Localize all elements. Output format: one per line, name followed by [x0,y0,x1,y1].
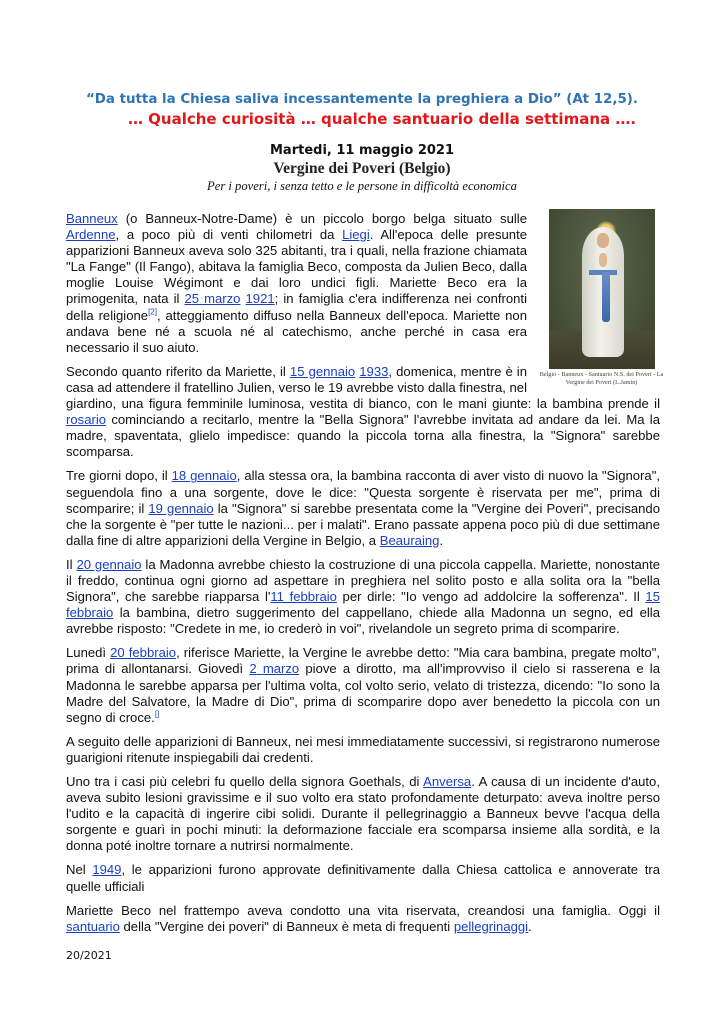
paragraph-text: Tre giorni dopo, il [66,468,172,484]
wiki-link[interactable]: 19 gennaio [148,500,214,516]
paragraph-text: , le apparizioni furono approvate definitivamente dalla Chiesa cattolica e annoverate tra quelle ufficiali [66,862,660,894]
wiki-link[interactable]: 2 marzo [249,661,300,677]
weekly-tagline: … Qualche curiosità … qualche santuario della settimana …. [127,110,637,128]
paragraph-text: cominciando a recitarlo, mentre la "Bella Signora" l'avrebbe invitata ad andare da lei. Ma la madre, spaventata, glielo impedisce: quando la piccola torna alla finestra, la "Signora" sarebbe scomparsa. [66,412,660,460]
wiki-link[interactable]: Banneux [66,211,118,226]
wiki-link[interactable]: Beauraing [379,532,440,548]
wiki-link[interactable]: 1921 [245,291,275,307]
article-body [66,211,664,943]
paragraph-text: Nel [66,862,93,878]
wiki-link[interactable]: pellegrinaggi [453,918,529,934]
madonna-image [549,209,655,369]
paragraph-text: . A causa di un incidente d'auto, aveva subito lesioni gravissime e il suo volto era stato profondamente deturpato: aveva inoltre perso l'udito e la capacità di ingerire cibi solidi. Durante il pellegrinaggio a Banneux bevve l'acqua della sorgente e guarì in pochi minuti: la deformazione facciale era scomparsa insieme alla sordità, e la donna poté inoltre tornare a nutrirsi normalmente. [66,774,660,854]
paragraph [66,862,660,894]
paragraph-text: A seguito delle apparizioni di Banneux, nei mesi immediatamente successivi, si registrarono numerose guarigioni ritenute inspiegabili dai credenti. [66,733,660,765]
paragraph [66,468,660,548]
wiki-link[interactable]: Ardenne [66,227,116,243]
paragraph-text: ; in famiglia c'era indifferenza nei confronti della religione [66,291,527,323]
face-shape [597,233,609,248]
paragraph-text: . [439,532,444,548]
wiki-link[interactable]: 11 febbraio [270,589,337,605]
wiki-link[interactable]: 1949 [92,862,122,878]
page-subtitle: Per i poveri, i senza tetto e le persone in difficoltà economica [207,179,517,193]
paragraph-text: . [528,918,532,934]
wiki-link[interactable]: Liegi [342,227,370,243]
wiki-link[interactable]: 1933 [359,363,389,379]
blue-sash-shape [602,272,610,322]
paragraph-text: Mariette Beco nel frattempo aveva condotto una vita riservata, creandosi una famiglia. Oggi il [66,902,660,918]
wiki-link[interactable]: Anversa [423,774,472,789]
issue-number: 20/2021 [66,949,112,962]
paragraph-text: Uno tra i casi più celebri fu quello della signora Goethals, di [66,774,424,789]
paragraph-text: , alla stessa ora, la bambina racconta di aver visto di nuovo la "Signora", seguendola fino a una sorgente, dove le dice: "Questa sorgente è riservata per me", prima di scomparire; il [66,468,660,516]
paragraph-text: la Madonna avrebbe chiesto la costruzione di una piccola cappella. Mariette, nonostante il freddo, continua ogni giorno ad aspettare in preghiera nel solito posto e alla solita ora la "bella Signora", che sarebbe riapparsa l' [66,556,661,605]
wiki-link[interactable]: santuario [66,918,120,934]
paragraph-text: , atteggiamento diffuso nella Banneux dell'epoca. Mariette non andava bene né a scuola né al catechismo, anche perché in casa era necessario il suo aiuto. [66,307,527,355]
wiki-link[interactable]: 18 gennaio [171,468,237,484]
wiki-link[interactable]: 25 marzo [184,291,241,307]
wiki-link[interactable]: 20 febbraio [110,645,177,661]
paragraph [66,645,660,725]
paragraph-text: , domenica, mentre è in casa ad attendere il fratellino Julien, verso le 19 avrebbe visto dalla finestra, nel giardino, una figura femminile luminosa, vestita di bianco, con le mani giunte: la bambina prende il [66,363,660,412]
paragraph-text: Il [66,556,77,572]
figure-caption: Belgio - Banneux - Santuario N.S. dei Poveri - La Vergine dei Poveri (L.Jamin) [539,371,664,386]
paragraph [66,903,660,935]
bible-quote-heading: “Da tutta la Chiesa saliva incessantemente la preghiera a Dio” (At 12,5). [85,92,638,107]
page-title: Vergine dei Poveri (Belgio) [273,160,451,177]
paragraph [66,557,660,637]
wiki-link[interactable]: 20 gennaio [76,556,142,572]
date-heading: Martedi, 11 maggio 2021 [269,143,455,158]
paragraph-text: la bambina, dietro suggerimento del cappellano, chiede alla Madonna un segno, ed ella avrebbe risposto: "Credete in me, io crederò in voi", rivelandole un segreto prima di scomparire. [66,605,660,637]
praying-hands-shape [599,253,607,267]
paragraph-text: Secondo quanto riferito da Mariette, il [66,363,290,379]
footnote-ref[interactable]: [2] [148,307,157,317]
paragraph-text: , riferisce Mariette, la Vergine le avrebbe detto: "Mia cara bambina, pregate molto", prima di allontanarsi. Giovedì [66,645,660,677]
wiki-link[interactable]: 15 gennaio [289,363,356,379]
paragraph-text: piove a dirotto, ma all'improvviso il cielo si rasserena e la Madonna le sarebbe apparsa per l'ultima volta, col volto serio, velato di tristezza, dicendo: "Io sono la Madre del Salvatore, la Madre di Dio", prima di scomparire dopo aver benedetto la piccola con un segno di croce. [66,661,660,725]
paragraph-text: della "Vergine dei poveri" di Banneux è meta di frequenti [119,918,454,934]
wiki-link[interactable]: rosario [66,412,107,428]
paragraph-text: . All'epoca delle presunte apparizioni Banneux aveva solo 325 abitanti, tra i quali, nella frazione chiamata "La Fange" (Il Fango), abitava la famiglia Beco, composta da Julien Beco, dalla moglie Louise Wégimont e dai loro undici figli. Mariette Beco era la primogenita, nata il [66,227,527,307]
figure [539,209,664,386]
paragraph-text: per dirle: "Io vengo ad addolcire la sofferenza". Il [336,589,646,605]
paragraph [66,774,660,854]
paragraph-text: Lunedì [66,645,111,661]
paragraph [66,734,660,766]
paragraph-text: la "Signora" si sarebbe presentata come la "Vergine dei Poveri", precisando che la sorgente è "per tutte le nazioni... per i malati". Erano passate appena poco più di due settimane dalla fine di altre apparizioni della Vergine in Belgio, a [66,500,660,548]
paragraph-text: (o Banneux-Notre-Dame) è un piccolo borgo belga situato sulle [117,211,527,226]
footnote-ref[interactable]: [] [154,709,160,719]
paragraph-text: , a poco più di venti chilometri da [115,227,343,243]
wiki-link[interactable]: 15 febbraio [66,589,660,621]
